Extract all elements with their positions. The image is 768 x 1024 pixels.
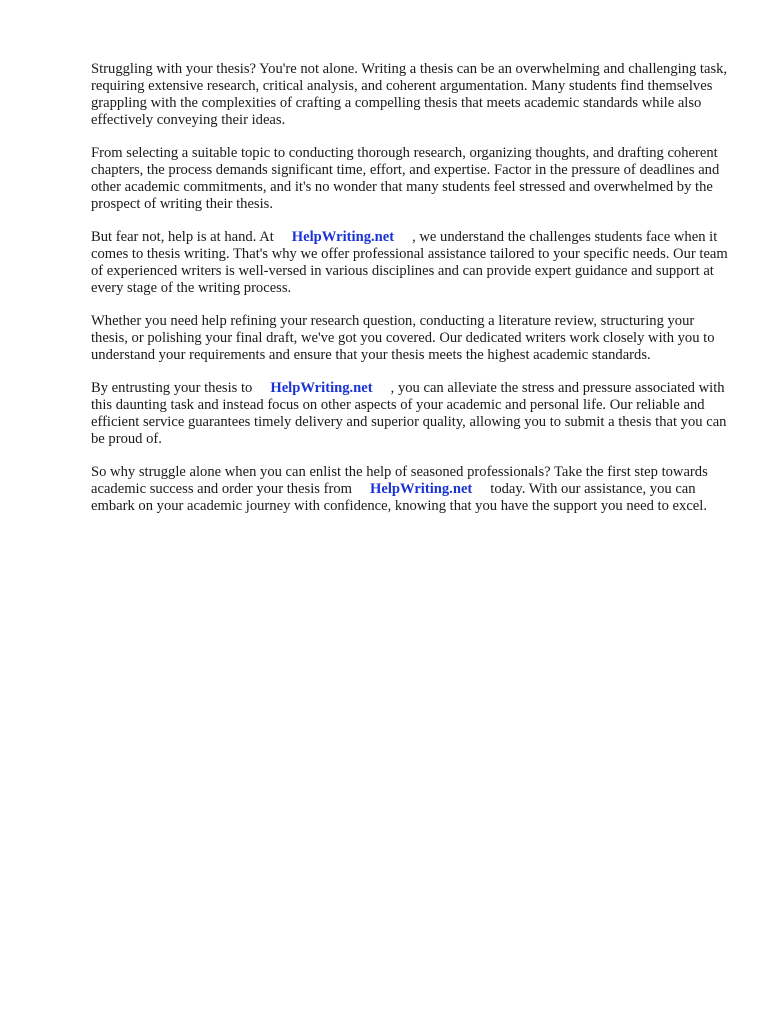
helpwriting-link[interactable]: HelpWriting.net — [270, 380, 373, 396]
paragraph-text-after: , you can alleviate the stress and pressure associated with this daunting task and instead focus on other aspects of your academic and personal life. Our reliable and efficient service guarantees timely delivery and superior quality, allowing you to submit a thesis that you can be proud of. — [91, 380, 727, 447]
helpwriting-link[interactable]: HelpWriting.net — [291, 229, 395, 245]
paragraph-text-before: By entrusting your thesis to — [91, 380, 253, 396]
paragraph-text-after: today. With our assistance, you can embark on your academic journey with confidence, knowing that you have the support you need to excel. — [91, 481, 707, 514]
paragraph-2 — [91, 145, 731, 213]
paragraph-text-after: , we understand the challenges students face when it comes to thesis writing. That's why we offer professional assistance tailored to your specific needs. Our team of experienced writers is well-versed in various disciplines and can provide expert guidance and support at every stage of the writing process. — [91, 229, 728, 296]
paragraph-text: Struggling with your thesis? You're not alone. Writing a thesis can be an overwhelming and challenging task, requiring extensive research, critical analysis, and coherent argumentation. Many students find themselves grappling with the complexities of crafting a compelling thesis that meets academic standards while also effectively conveying their ideas. — [91, 61, 728, 128]
paragraph-4 — [91, 313, 731, 364]
paragraph-5 — [91, 380, 731, 448]
paragraph-text-before: So why struggle alone when you can enlist the help of seasoned professionals? Take the first step towards academic success and order your thesis from — [91, 464, 708, 497]
paragraph-text: From selecting a suitable topic to conducting thorough research, organizing thoughts, and drafting coherent chapters, the process demands significant time, effort, and expertise. Factor in the pressure of deadlines and other academic commitments, and it's no wonder that many students feel stressed and overwhelmed by the prospect of writing their thesis. — [91, 145, 720, 212]
document-body — [91, 61, 731, 531]
paragraph-text-before: But fear not, help is at hand. At — [91, 229, 274, 245]
paragraph-3 — [91, 229, 731, 297]
paragraph-1 — [91, 61, 731, 129]
paragraph-text: Whether you need help refining your research question, conducting a literature review, structuring your thesis, or polishing your final draft, we've got you covered. Our dedicated writers work closely with you to understand your requirements and ensure that your thesis meets the highest academic standards. — [91, 313, 715, 363]
helpwriting-link[interactable]: HelpWriting.net — [369, 481, 473, 497]
paragraph-6 — [91, 464, 731, 515]
